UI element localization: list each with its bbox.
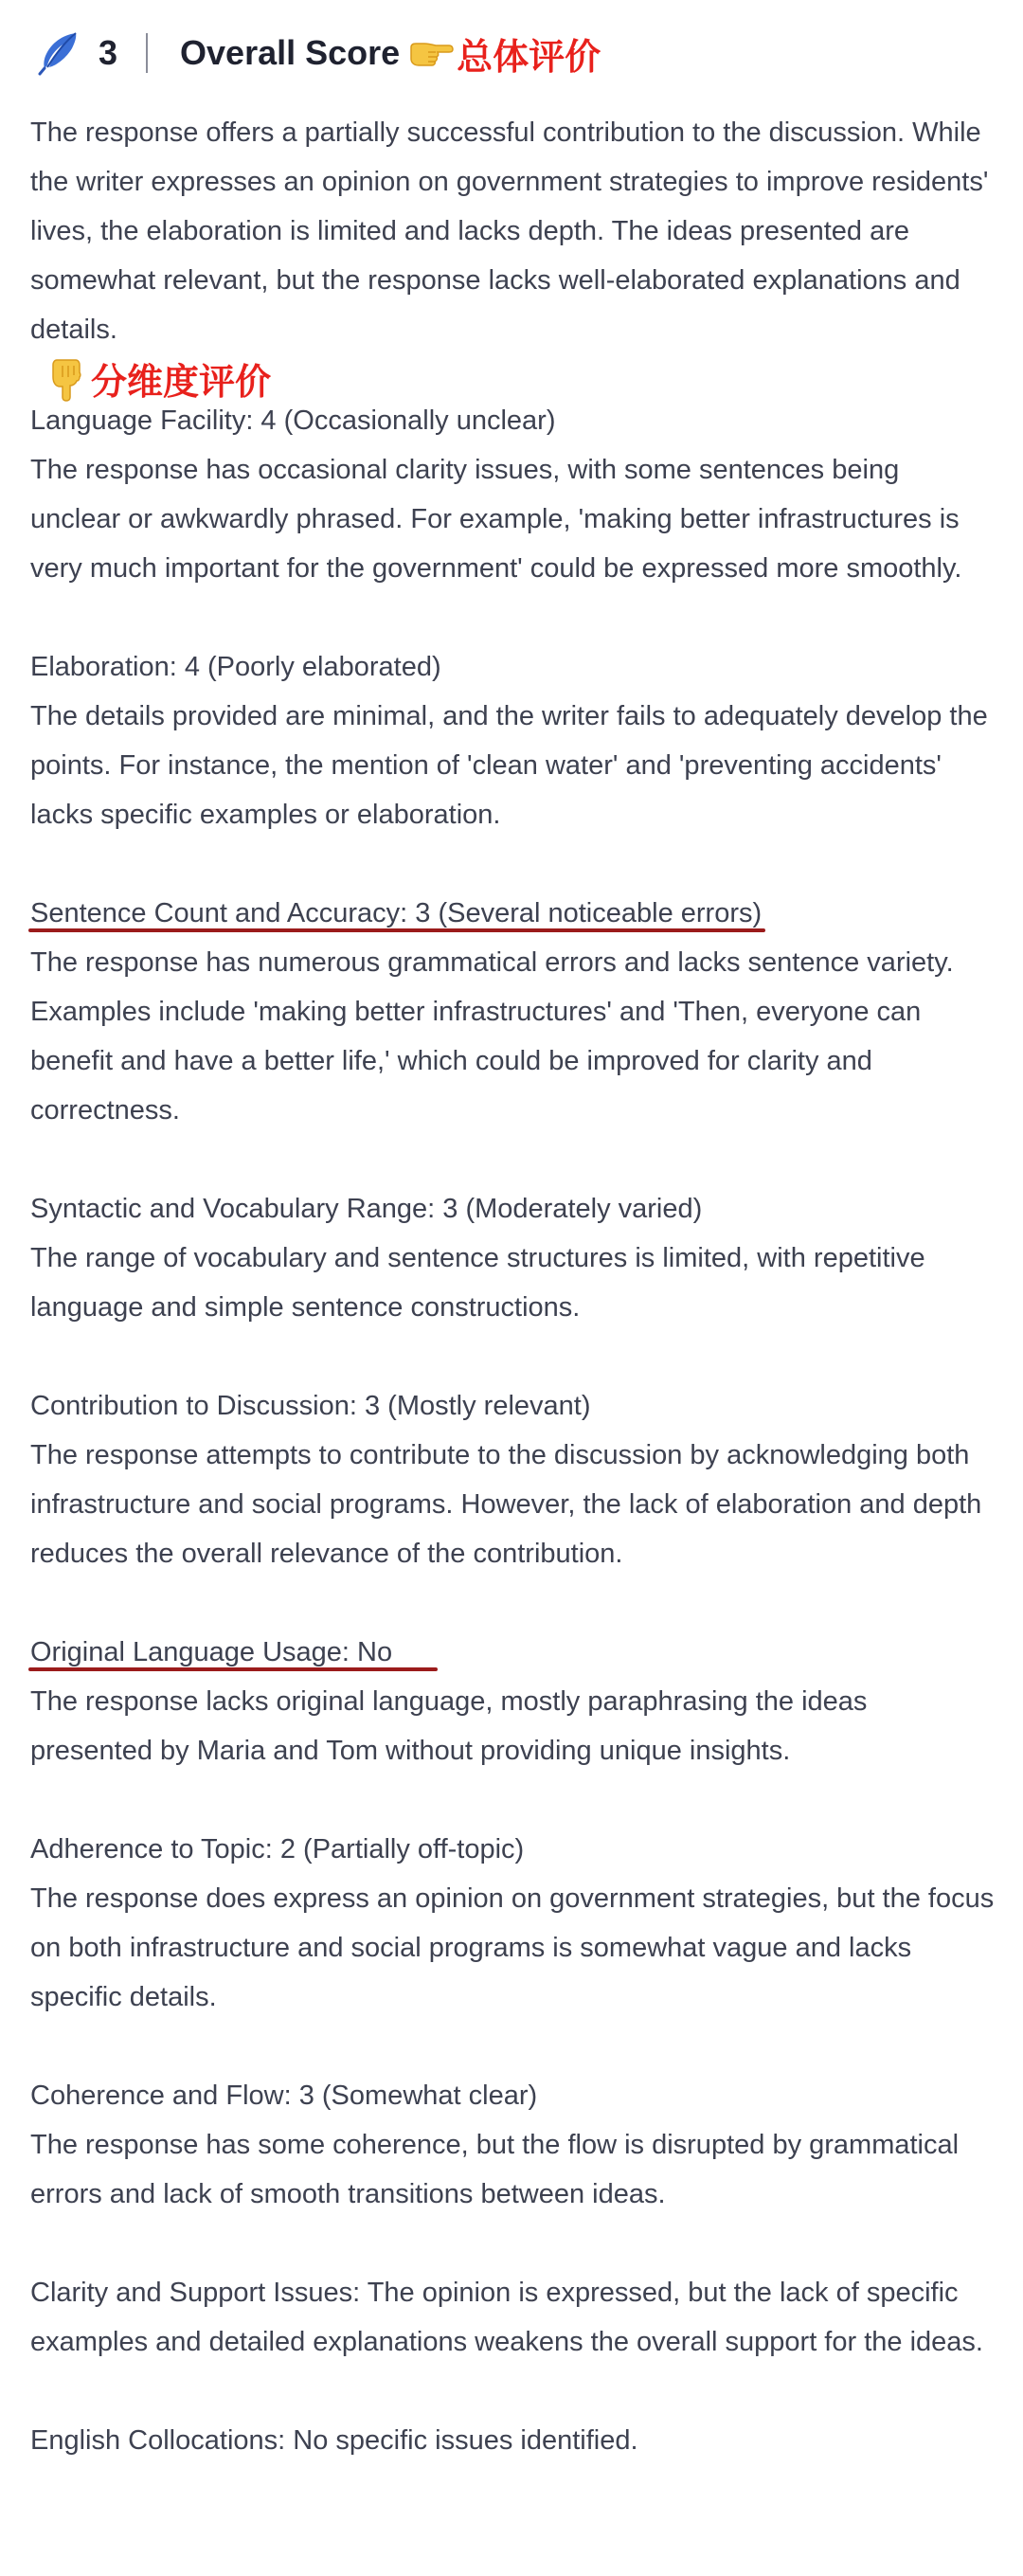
- criterion-title: Elaboration: 4 (Poorly elaborated): [30, 652, 441, 682]
- criterion-title-underlined: Sentence Count and Accuracy: 3 (Several noticeable errors): [30, 889, 762, 938]
- pointing-down-hand-icon: [47, 356, 85, 402]
- header-divider: [146, 33, 148, 73]
- criterion-adherence-to-topic: [30, 1825, 996, 2022]
- dimension-evaluation-cn-label: 分维度评价: [91, 361, 272, 403]
- pointing-right-hand-icon: [407, 36, 455, 70]
- overall-summary: The response offers a partially successful contribution to the discussion. While the writer expresses an opinion on government strategies to improve residents' lives, the elaboration is limited and lacks depth. The ideas presented are somewhat relevant, but the response lacks well-elaborated explanations and details.: [30, 117, 989, 345]
- overall-score-header: [34, 25, 601, 81]
- criterion-sentence-count-accuracy: [30, 889, 996, 1135]
- criterion-english-collocations: [30, 2416, 996, 2465]
- criterion-coherence-and-flow: [30, 2071, 996, 2219]
- criterion-original-language-usage: [30, 1628, 996, 1775]
- criterion-description: The response has numerous grammatical errors and lacks sentence variety. Examples include 'making better infrastructures' and 'Then, everyone can benefit and have a better life,' which could be improved for clarity and correctness.: [30, 947, 954, 1126]
- criterion-title: Language Facility: 4 (Occasionally unclear): [30, 405, 556, 436]
- criterion-syntactic-vocabulary-range: [30, 1184, 996, 1332]
- criterion-title: Contribution to Discussion: 3 (Mostly relevant): [30, 1391, 591, 1421]
- criterion-elaboration: [30, 642, 996, 839]
- criterion-description: The details provided are minimal, and the writer fails to adequately develop the points. For instance, the mention of 'clean water' and 'preventing accidents' lacks specific examples or elaboration.: [30, 701, 988, 830]
- criterion-title: Adherence to Topic: 2 (Partially off-topic): [30, 1834, 525, 1864]
- overall-evaluation-cn-label: 总体评价: [457, 35, 601, 78]
- criterion-title: Syntactic and Vocabulary Range: 3 (Moderately varied): [30, 1194, 703, 1224]
- criterion-description: The response does express an opinion on government strategies, but the focus on both infrastructure and social programs is somewhat vague and lacks specific details.: [30, 1883, 995, 2012]
- criterion-title-underlined: Original Language Usage: No: [30, 1628, 392, 1677]
- overall-score-value: 3: [99, 33, 118, 72]
- criteria-list: [30, 396, 996, 2514]
- criterion-description: Clarity and Support Issues: The opinion is expressed, but the lack of specific examples and detailed explanations weakens the overall support for the ideas.: [30, 2278, 983, 2357]
- criterion-description: The response has some coherence, but the flow is disrupted by grammatical errors and lack of smooth transitions between ideas.: [30, 2130, 960, 2209]
- criterion-title: Coherence and Flow: 3 (Somewhat clear): [30, 2081, 538, 2111]
- criterion-description: The range of vocabulary and sentence structures is limited, with repetitive language and simple sentence constructions.: [30, 1243, 925, 1323]
- criterion-description: The response attempts to contribute to the discussion by acknowledging both infrastructure and social programs. However, the lack of elaboration and depth reduces the overall relevance of the contribution.: [30, 1440, 982, 1569]
- quill-icon: [34, 29, 81, 77]
- criterion-clarity-support-issues: [30, 2268, 996, 2367]
- criterion-description: The response has occasional clarity issues, with some sentences being unclear or awkwardly phrased. For example, 'making better infrastructures is very much important for the government' could be expressed more smoothly.: [30, 455, 962, 584]
- criterion-description: English Collocations: No specific issues identified.: [30, 2425, 638, 2456]
- criterion-contribution-to-discussion: [30, 1381, 996, 1578]
- criterion-description: The response lacks original language, mostly paraphrasing the ideas presented by Maria and Tom without providing unique insights.: [30, 1686, 868, 1766]
- overall-score-title: Overall Score: [180, 33, 401, 72]
- criterion-language-facility: [30, 396, 996, 593]
